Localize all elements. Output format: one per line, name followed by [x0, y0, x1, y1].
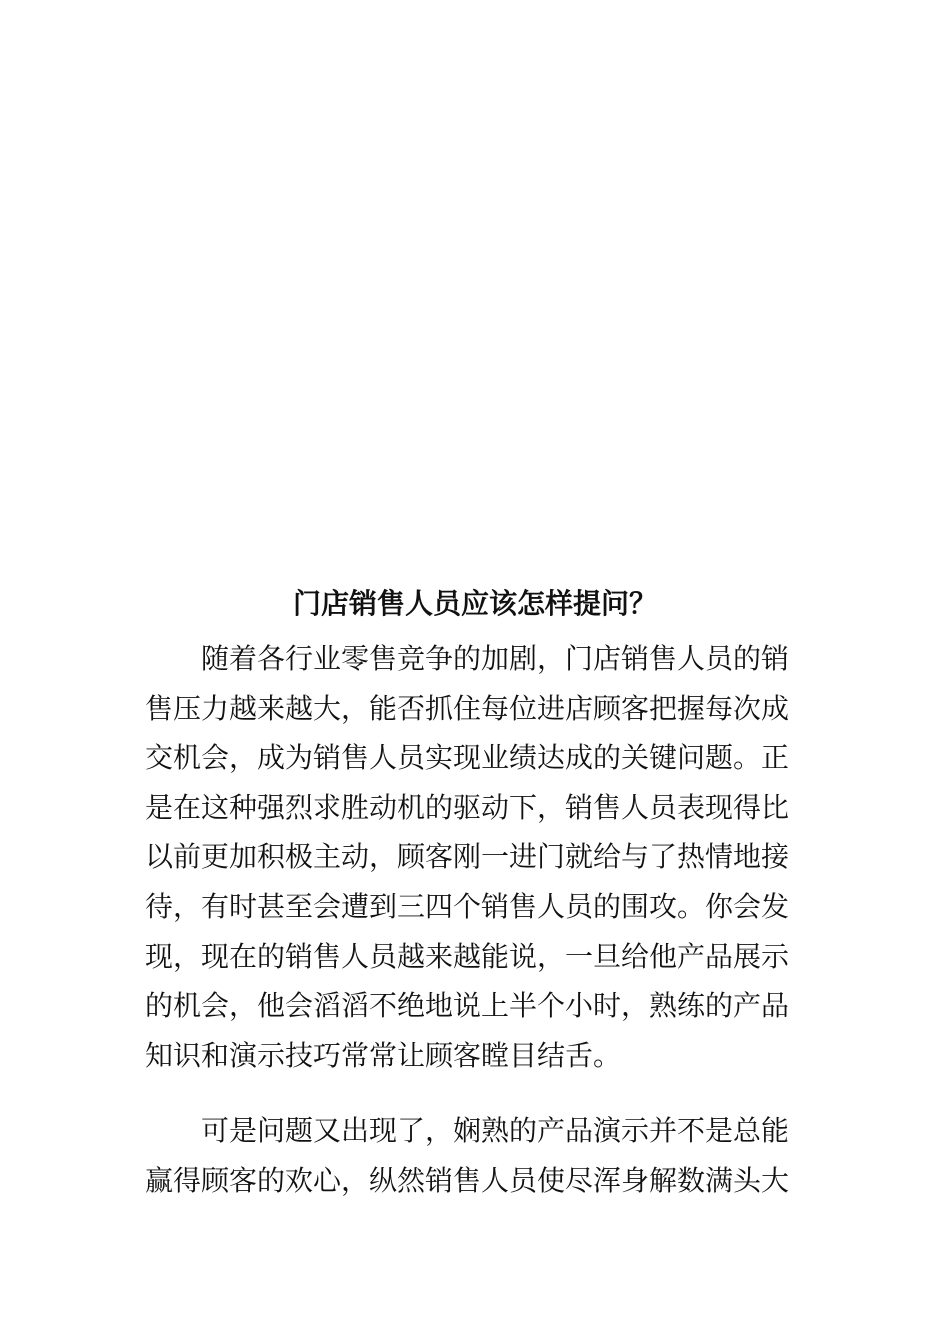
paragraph-2: 可是问题又出现了，娴熟的产品演示并不是总能赢得顾客的欢心，纵然销售人员使尽浑身解数满头大	[145, 1114, 790, 1197]
paragraph-1: 随着各行业零售竞争的加剧，门店销售人员的销售压力越来越大，能否抓住每位进店顾客把握每次成交机会，成为销售人员实现业绩达成的关键问题。正是在这种强烈求胜动机的驱动下，销售人员表现得比以前更加积极主动，顾客刚一进门就给与了热情地接待，有时甚至会遭到三四个销售人员的围攻。你会发现，现在的销售人员越来越能说，一旦给他产品展示的机会，他会滔滔不绝地说上半个小时，熟练的产品知识和演示技巧常常让顾客瞠目结舌。	[145, 642, 790, 1072]
document-title: 门店销售人员应该怎样提问？	[292, 586, 657, 620]
